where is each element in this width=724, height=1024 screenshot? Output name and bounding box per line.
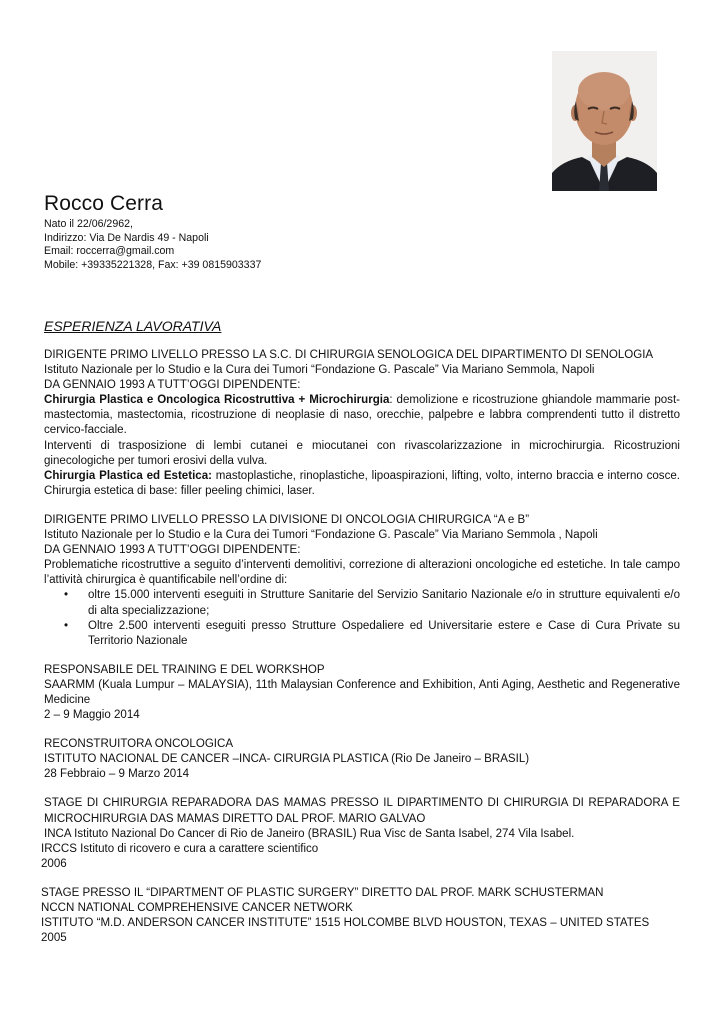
list-item: • oltre 15.000 interventi eseguiti in Strutture Sanitarie del Servizio Sanitario Nazionale e/o in strutture equivalenti e/o di alta specializzazione;: [88, 588, 680, 618]
portrait-image: [552, 51, 657, 191]
job-title: DIRIGENTE PRIMO LIVELLO PRESSO LA DIVISIONE DI ONCOLOGIA CHIRURGICA “A e B”: [44, 513, 530, 526]
job-title: STAGE PRESSO IL “DIPARTMENT OF PLASTIC SURGERY” DIRETTO DAL PROF. MARK SCHUSTERMAN: [41, 886, 604, 899]
job-entry: [41, 886, 680, 946]
job-institute: ISTITUTO NACIONAL DE CANCER –INCA- CIRURGIA PLASTICA (Rio De Janeiro – BRASIL): [44, 753, 530, 766]
job-title: RECONSTRUITORA ONCOLOGICA: [44, 738, 234, 751]
job-paragraph: Interventi di trasposizione di lembi cutanei e miocutanei con rivascolarizzazione in microchirurgia. Ricostruzioni ginecologiche per tumori erosivi della vulva.: [44, 439, 680, 467]
job-paragraph: [44, 469, 680, 499]
mobile-fax: Mobile: +39335221328, Fax: +39 0815903337: [44, 258, 262, 271]
job-text: : demolizione e ricostruzione ghiandole mammarie post- mastectomia, mastectomia, ricostruzione di neoplasie di naso, orecchie, palpebre e labbra comprendenti tutto il distretto cervico-facciale.: [44, 394, 681, 437]
address: Indirizzo: Via De Nardis 49 - Napoli: [44, 231, 209, 244]
job-institute: Istituto Nazionale per lo Studio e la Cura dei Tumori “Fondazione G. Pascale” Via Mariano Semmola, Napoli: [44, 364, 595, 377]
job-title: STAGE DI CHIRURGIA REPARADORA DAS MAMAS PRESSO IL DIPARTIMENTO DI CHIRURGIA DI REPARADORA E MICROCHIRURGIA DAS MAMAS DIRETTO DAL PROF. MARIO GALVAO: [44, 797, 680, 825]
job-bold-heading: Chirurgia Plastica e Oncologica Ricostruttiva + Microchirurgia: [44, 394, 390, 407]
job-date: 2005: [41, 932, 67, 945]
bullet-list: [44, 588, 680, 648]
job-institute: ISTITUTO “M.D. ANDERSON CANCER INSTITUTE” 1515 HOLCOMBE BLVD HOUSTON, TEXAS – UNITED STATES: [41, 917, 650, 930]
job-title: DIRIGENTE PRIMO LIVELLO PRESSO LA S.C. DI CHIRURGIA SENOLOGICA DEL DIPARTIMENTO DI SENOLOGIA: [44, 349, 654, 361]
job-paragraph: Problematiche ricostruttive a seguito d’interventi demolitivi, correzione di alterazioni oncologiche ed estetiche. In tale campo l’attività chirurgica è quantificabile nell’ordine di:: [44, 559, 680, 587]
job-entry: [44, 663, 680, 723]
work-experience: [41, 348, 681, 960]
section-title: ESPERIENZA LAVORATIVA: [44, 318, 222, 334]
job-bold-heading: Chirurgia Plastica ed Estetica:: [44, 469, 212, 482]
birth-date: Nato il 22/06/2962,: [44, 218, 133, 230]
job-institute: Istituto Nazionale per lo Studio e la Cura dei Tumori “Fondazione G. Pascale” Via Mariano Semmola , Napoli: [44, 529, 598, 542]
job-text: mastoplastiche, rinoplastiche, lipoaspirazioni, lifting, volto, interno braccia e interno cosce. Chirurgia estetica di base: filler peeling chimici, laser.: [44, 469, 680, 497]
job-period: DA GENNAIO 1993 A TUTT’OGGI DIPENDENTE:: [44, 379, 301, 392]
job-paragraph: [44, 393, 680, 438]
job-institute: INCA Istituto Nazional Do Cancer di Rio de Janeiro (BRASIL) Rua Visc de Santa Isabel, 274 Vila Isabel.: [44, 827, 575, 840]
list-item: • Oltre 2.500 interventi eseguiti presso Strutture Ospedaliere ed Universitarie estere e Case di Cura Private su Territorio Nazionale: [88, 619, 680, 649]
job-institute: IRCCS Istituto di ricovero e cura a carattere scientifico: [41, 842, 319, 855]
person-name: Rocco Cerra: [44, 192, 163, 215]
job-entry: [44, 737, 680, 782]
job-title: RESPONSABILE DEL TRAINING E DEL WORKSHOP: [44, 663, 325, 676]
job-paragraph: SAARMM (Kuala Lumpur – MALAYSIA), 11th Malaysian Conference and Exhibition, Anti Aging, Aesthetic and Regenerative Medicine: [44, 678, 680, 706]
job-date: 2006: [41, 857, 67, 870]
job-institute: NCCN NATIONAL COMPREHENSIVE CANCER NETWORK: [41, 902, 353, 914]
job-period: DA GENNAIO 1993 A TUTT’OGGI DIPENDENTE:: [44, 544, 301, 557]
job-entry: [44, 513, 680, 649]
job-entry: [44, 348, 680, 499]
job-entry: [41, 796, 680, 871]
profile-photo: [552, 51, 657, 191]
contact-block: [44, 218, 261, 272]
job-date: 2 – 9 Maggio 2014: [44, 709, 140, 722]
job-date: 28 Febbraio – 9 Marzo 2014: [44, 768, 190, 781]
email: Email: roccerra@gmail.com: [44, 245, 175, 258]
